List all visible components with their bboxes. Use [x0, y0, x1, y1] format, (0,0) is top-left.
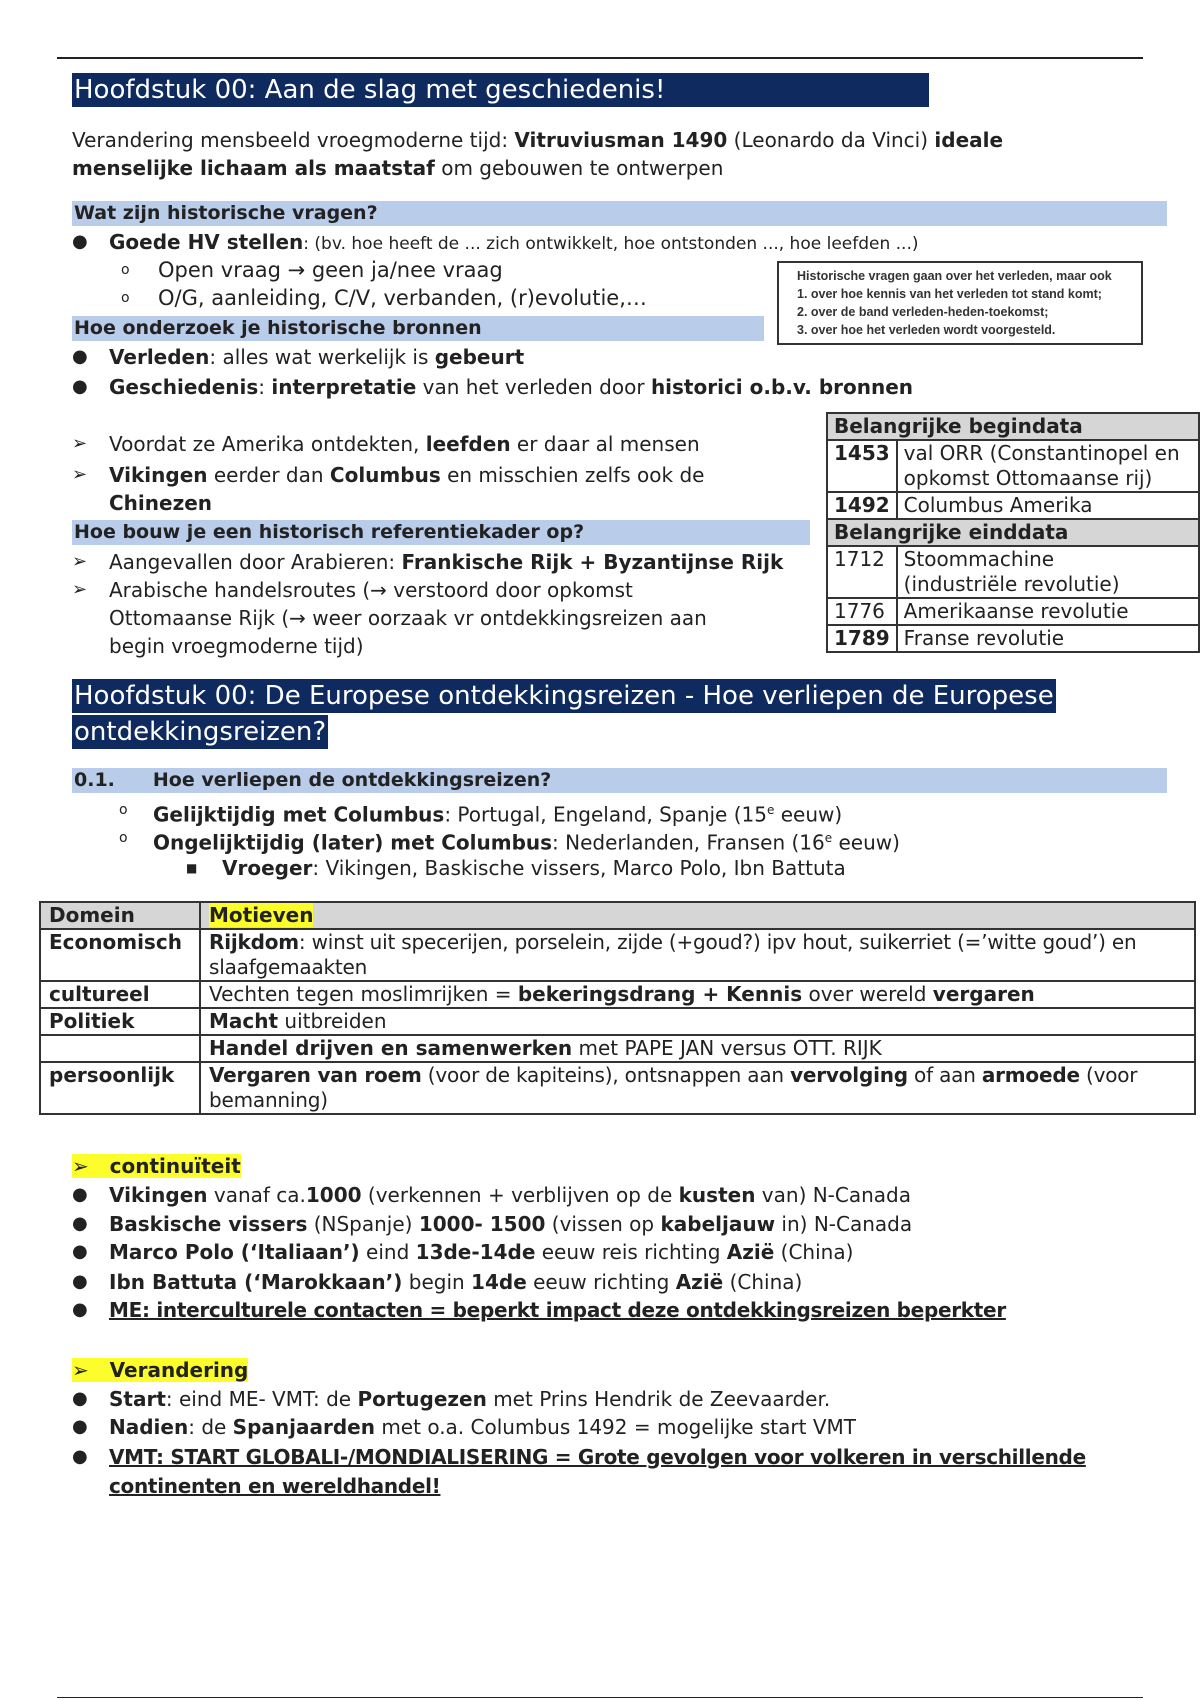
circle-bullet-icon: o	[121, 290, 130, 306]
date-year: 1712	[827, 546, 897, 598]
date-year: 1453	[827, 440, 897, 492]
bullet-icon: ●	[72, 1388, 88, 1409]
section-heading-0-1: 0.1. Hoe verliepen de ontdekkingsreizen?	[72, 768, 1167, 793]
reference-arrow-2-l2: Ottomaanse Rijk (→ weer oorzaak vr ontdekkingsreizen aan	[109, 606, 707, 630]
historical-questions-callout	[777, 261, 1143, 345]
arrow-bullet-icon: ➢	[72, 464, 88, 485]
domain-cell: Politiek	[40, 1008, 200, 1035]
s01-item-3: Vroeger: Vikingen, Baskische vissers, Marco Polo, Ibn Battuta	[222, 856, 846, 880]
table-row	[40, 1035, 1195, 1062]
table-row	[827, 413, 1199, 440]
reference-arrow-1: Aangevallen door Arabieren: Frankische Rijk + Byzantijnse Rijk	[109, 550, 784, 574]
callout-line: 2. over de band verleden-heden-toekomst;	[797, 305, 1049, 319]
continuity-basques: Baskische vissers (NSpanje) 1000- 1500 (vissen op kabeljauw in) N-Canada	[109, 1212, 913, 1236]
bullet-icon: ●	[72, 376, 88, 397]
callout-line: Historische vragen gaan over het verleden, maar ook	[797, 269, 1112, 283]
callout-line: 1. over hoe kennis van het verleden tot stand komt;	[797, 287, 1102, 301]
motive-cell: Rijkdom: winst uit specerijen, porselein, zijde (+goud?) ipv hout, suikerriet (=’witte goud’) en slaafgemaakten	[200, 929, 1195, 981]
table-row	[40, 1008, 1195, 1035]
bullet-icon: ●	[72, 1241, 88, 1262]
domain-cell	[40, 1035, 200, 1062]
reference-arrow-2-l1: Arabische handelsroutes (→ verstoord door opkomst	[109, 578, 633, 602]
date-year: 1789	[827, 625, 897, 652]
table-row	[40, 929, 1195, 981]
arrow-bullet-icon: ➢	[72, 433, 88, 454]
date-event: Columbus Amerika	[897, 492, 1199, 519]
section-heading-sources: Hoe onderzoek je historische bronnen	[72, 316, 764, 341]
intro-line-1: Verandering mensbeeld vroegmoderne tijd: Vitruviusman 1490 (Leonardo da Vinci) ideale	[72, 128, 1004, 152]
continuity-vikings: Vikingen vanaf ca.1000 (verkennen + verblijven op de kusten van) N-Canada	[109, 1183, 912, 1207]
section-heading-historical-questions: Wat zijn historische vragen?	[72, 201, 1167, 226]
bottom-rule	[57, 1697, 1143, 1698]
motives-table	[39, 901, 1196, 1115]
date-event: Stoommachine (industriële revolutie)	[897, 546, 1199, 598]
table-row	[40, 981, 1195, 1008]
sources-arrow-2: Vikingen eerder dan Columbus en misschien zelfs ook de	[109, 463, 705, 487]
date-event: Franse revolutie	[897, 625, 1199, 652]
table-row	[40, 1062, 1195, 1114]
motive-cell: Vechten tegen moslimrijken = bekeringsdrang + Kennis over wereld vergaren	[200, 981, 1195, 1008]
arrow-bullet-icon: ➢	[72, 1358, 89, 1382]
bullet-icon: ●	[72, 1213, 88, 1234]
motive-cell: Vergaren van roem (voor de kapiteins), ontsnappen aan vervolging of aan armoede (voor bemanning)	[200, 1062, 1195, 1114]
square-bullet-icon: ■	[186, 861, 198, 875]
bullet-icon: ●	[72, 1446, 88, 1467]
table-row	[40, 902, 1195, 929]
domain-cell: Economisch	[40, 929, 200, 981]
continuity-me-conclusion: ME: interculturele contacten = beperkt impact deze ontdekkingsreizen beperkter	[109, 1298, 1006, 1322]
change-vmt-line-1: VMT: START GLOBALI-/MONDIALISERING = Grote gevolgen voor volkeren in verschillende	[109, 1445, 1086, 1469]
date-year: 1776	[827, 598, 897, 625]
domain-cell: cultureel	[40, 981, 200, 1008]
continuity-ibn-battuta: Ibn Battuta (‘Marokkaan’) begin 14de eeuw richting Azië (China)	[109, 1270, 803, 1294]
sources-bullet-2: Geschiedenis: interpretatie van het verleden door historici o.b.v. bronnen	[109, 375, 914, 399]
sources-arrow-2-cont: Chinezen	[109, 491, 213, 515]
column-header-motives: Motieven	[200, 902, 1195, 929]
column-header-domain: Domein	[40, 902, 200, 929]
reference-arrow-2-l3: begin vroegmoderne tijd)	[109, 634, 364, 658]
circle-bullet-icon: o	[119, 802, 128, 818]
chapter-heading-1: Hoofdstuk 00: Aan de slag met geschiedenis!	[72, 73, 929, 107]
bullet-icon: ●	[72, 231, 88, 252]
change-start: Start: eind ME- VMT: de Portugezen met Prins Hendrik de Zeevaarder.	[109, 1387, 831, 1411]
bullet-icon: ●	[72, 346, 88, 367]
table-row	[827, 598, 1199, 625]
begin-dates-header: Belangrijke begindata	[827, 413, 1199, 440]
change-vmt-line-2: continenten en wereldhandel!	[109, 1474, 441, 1498]
change-label: ➢ Verandering	[72, 1358, 249, 1382]
table-row	[827, 492, 1199, 519]
important-dates-table	[826, 412, 1200, 653]
callout-line: 3. over hoe het verleden wordt voorgesteld.	[797, 323, 1056, 337]
hv-sub-2: O/G, aanleiding, C/V, verbanden, (r)evolutie,…	[158, 286, 647, 310]
hv-bullet-1: Goede HV stellen: (bv. hoe heeft de ... zich ontwikkelt, hoe ontstonden ..., hoe leefden ...)	[109, 230, 919, 254]
table-row	[827, 440, 1199, 492]
hv-sub-1: Open vraag → geen ja/nee vraag	[158, 258, 503, 282]
motive-cell: Macht uitbreiden	[200, 1008, 1195, 1035]
end-dates-header: Belangrijke einddata	[827, 519, 1199, 546]
arrow-bullet-icon: ➢	[72, 1154, 89, 1178]
bullet-icon: ●	[72, 1271, 88, 1292]
s01-item-1: Gelijktijdig met Columbus: Portugal, Engeland, Spanje (15e eeuw)	[153, 802, 843, 827]
change-afterwards: Nadien: de Spanjaarden met o.a. Columbus 1492 = mogelijke start VMT	[109, 1415, 856, 1439]
s01-item-2: Ongelijktijdig (later) met Columbus: Nederlanden, Fransen (16e eeuw)	[153, 830, 900, 855]
date-event: val ORR (Constantinopel en opkomst Ottomaanse rij)	[897, 440, 1199, 492]
sources-arrow-1: Voordat ze Amerika ontdekten, leefden er daar al mensen	[109, 432, 700, 456]
intro-line-2: menselijke lichaam als maatstaf om gebouwen te ontwerpen	[72, 156, 724, 180]
motive-cell: Handel drijven en samenwerken met PAPE JAN versus OTT. RIJK	[200, 1035, 1195, 1062]
chapter-heading-2-line-2: ontdekkingsreizen?	[74, 717, 327, 747]
top-rule	[57, 57, 1143, 59]
continuity-label: ➢ continuïteit	[72, 1154, 241, 1178]
table-row	[827, 519, 1199, 546]
chapter-heading-2-line-1: Hoofdstuk 00: De Europese ontdekkingsreizen - Hoe verliepen de Europese	[74, 681, 1054, 711]
date-event: Amerikaanse revolutie	[897, 598, 1199, 625]
bullet-icon: ●	[72, 1184, 88, 1205]
date-year: 1492	[827, 492, 897, 519]
bullet-icon: ●	[72, 1416, 88, 1437]
domain-cell: persoonlijk	[40, 1062, 200, 1114]
circle-bullet-icon: o	[119, 830, 128, 846]
table-row	[827, 546, 1199, 598]
section-heading-reference-frame: Hoe bouw je een historisch referentiekader op?	[72, 520, 810, 545]
table-row	[827, 625, 1199, 652]
arrow-bullet-icon: ➢	[72, 551, 88, 572]
sources-bullet-1: Verleden: alles wat werkelijk is gebeurt	[109, 345, 525, 369]
circle-bullet-icon: o	[121, 262, 130, 278]
arrow-bullet-icon: ➢	[72, 579, 88, 600]
continuity-marco-polo: Marco Polo (‘Italiaan’) eind 13de-14de eeuw reis richting Azië (China)	[109, 1240, 854, 1264]
bullet-icon: ●	[72, 1299, 88, 1320]
